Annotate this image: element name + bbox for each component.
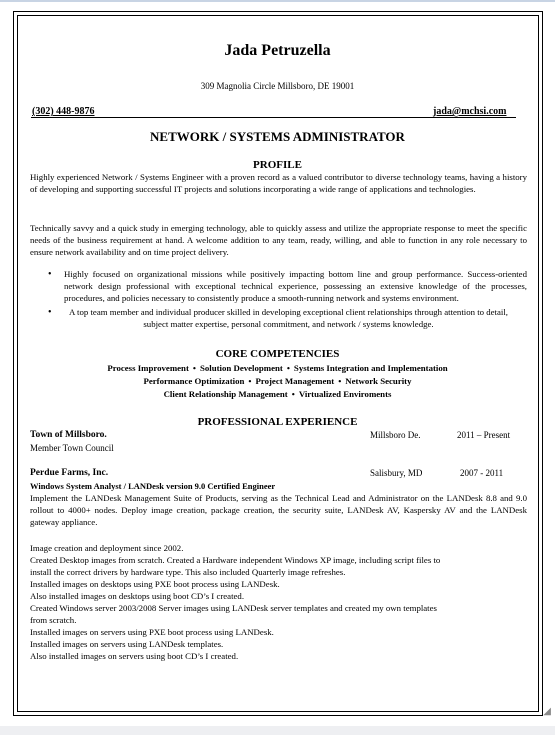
bullet-separator: • xyxy=(248,376,252,386)
profile-bullet: • Highly focused on organizational missions while positively impacting bottom line and group performance. Success-oriented network design professional with exceptional technical experience, possessing an extensive knowledge of the processes, procedures, and policies necessary to consistently produce a smooth-running network and systems environment. xyxy=(46,269,527,304)
resume-name: Jada Petruzella xyxy=(224,42,331,59)
profile-heading: PROFILE xyxy=(253,159,302,171)
resize-grip-icon[interactable]: ◢ xyxy=(543,706,551,717)
bullet-separator: • xyxy=(291,389,295,399)
job-role: Windows System Analyst / LANDesk version 9.0 Certified Engineer xyxy=(30,481,276,491)
profile-bullet: • A top team member and individual producer skilled in developing exceptional client relationships through attention to detail, subject matter expertise, personal commitment, and network / systems knowledge. xyxy=(46,307,527,331)
competency-item: Systems Integration and Implementation xyxy=(293,363,448,373)
employer-name: Perdue Farms, Inc. xyxy=(30,468,109,478)
job-title: NETWORK / SYSTEMS ADMINISTRATOR xyxy=(150,129,405,144)
resume-email-link[interactable]: jada@mchsi.com xyxy=(433,106,507,117)
job-role: Member Town Council xyxy=(30,443,114,453)
job-detail-line: from scratch. xyxy=(30,615,77,625)
competencies-line xyxy=(0,376,555,386)
competencies-line xyxy=(0,389,555,399)
competency-item: Performance Optimization xyxy=(143,376,245,386)
competencies-heading: CORE COMPETENCIES xyxy=(215,348,340,360)
job-detail-line: install the correct drivers by hardware type. This also included Quarterly image refreshes. xyxy=(30,567,346,577)
job-dates: 2007 - 2011 xyxy=(460,468,504,478)
resume-phone: (302) 448-9876 xyxy=(32,106,95,117)
job-detail-line: Also installed images on desktops using boot CD’s I created. xyxy=(30,591,245,601)
resume-address: 309 Magnolia Circle Millsboro, DE 19001 xyxy=(200,81,355,91)
job-detail-line: Installed images on desktops using PXE boot process using LANDesk. xyxy=(30,579,280,589)
profile-paragraph: Highly experienced Network / Systems Engineer with a proven record as a valued contributor to diverse technology teams, having a history of developing and supporting successful IT projects and solutions incorporating a wide range of applications and technologies. xyxy=(30,172,527,194)
job-dates: 2011 – Present xyxy=(457,430,511,440)
job-summary: Implement the LANDesk Management Suite of Products, serving as the Technical Lead and Administrator on the LANDesk 8.8 and 9.0 rollout to 4000+ nodes. Deploy image creation, package creation, the security suite, LANDesk AV, Kaspersky AV and the LANDesk gateway appliance. xyxy=(30,493,527,527)
job-detail-line: Created Desktop images from scratch. Created a Hardware independent Windows XP image, including script files to xyxy=(30,555,441,565)
competency-item: Process Improvement xyxy=(107,363,189,373)
profile-paragraph: Technically savvy and a quick study in emerging technology, able to quickly assess and utilize the appropriate response to meet the specific needs of the business requirement at hand. A welcome addition to any team, ready, willing, and able to function in any role necessary to ensure network availability and on time project delivery. xyxy=(30,223,527,257)
job-location: Millsboro De. xyxy=(370,430,421,440)
experience-heading: PROFESSIONAL EXPERIENCE xyxy=(197,416,358,428)
competency-item: Virtualized Enviroments xyxy=(298,389,392,399)
bullet-separator: • xyxy=(286,363,290,373)
job-detail-line: Created Windows server 2003/2008 Server images using LANDesk server templates and created my own templates xyxy=(30,603,437,613)
competencies-line xyxy=(0,363,555,373)
profile-bullets xyxy=(46,269,527,331)
competency-item: Network Security xyxy=(345,376,412,386)
bullet-separator: • xyxy=(338,376,342,386)
bullet-separator: • xyxy=(192,363,196,373)
competency-item: Client Relationship Management xyxy=(163,389,288,399)
job-detail-line: Installed images on servers using PXE boot process using LANDesk. xyxy=(30,627,274,637)
window-top-edge xyxy=(0,0,555,2)
competency-item: Solution Development xyxy=(199,363,283,373)
employer-name: Town of Millsboro. xyxy=(30,430,107,440)
contact-divider xyxy=(31,117,516,118)
job-detail-line: Image creation and deployment since 2002. xyxy=(30,543,184,553)
job-detail-line: Also installed images on servers using boot CD’s I created. xyxy=(30,651,239,661)
viewer-background xyxy=(0,726,555,735)
competency-item: Project Management xyxy=(255,376,335,386)
job-location: Salisbury, MD xyxy=(370,468,423,478)
job-detail-line: Installed images on servers using LANDesk templates. xyxy=(30,639,224,649)
